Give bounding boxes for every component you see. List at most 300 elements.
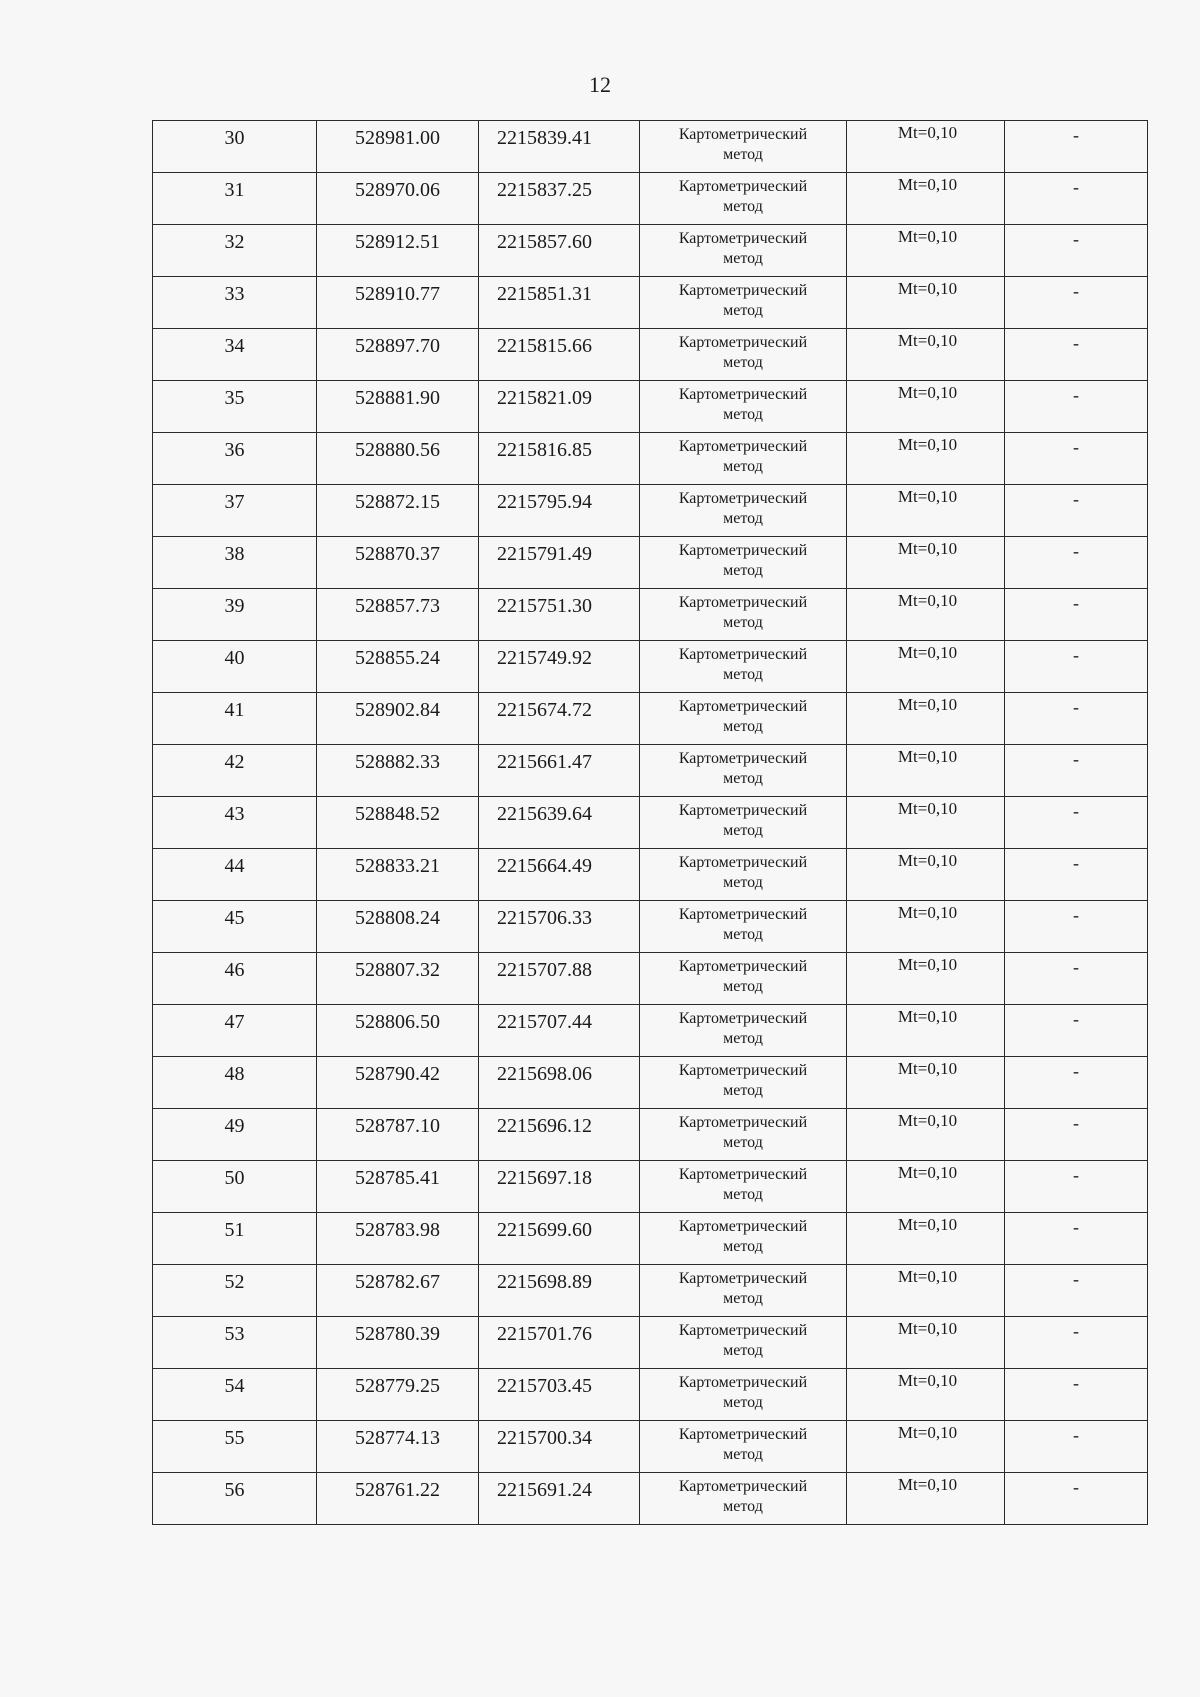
extra-cell [1005, 849, 1148, 901]
extra-cell-text: - [1073, 385, 1079, 405]
y-coordinate-cell-text: 2215795.94 [497, 491, 592, 513]
x-coordinate-cell-text: 528910.77 [355, 283, 440, 305]
method-line-2: метод [723, 406, 763, 423]
point-number-cell-text: 42 [224, 751, 245, 773]
point-number-cell-text: 44 [224, 855, 245, 877]
method-line-1: Картометрический [678, 958, 808, 975]
y-coordinate-cell-text: 2215821.09 [497, 387, 592, 409]
x-coordinate-cell-text: 528790.42 [355, 1063, 440, 1085]
y-coordinate-cell-text: 2215816.85 [497, 439, 592, 461]
method-cell [640, 537, 847, 589]
table-row [153, 1317, 1148, 1369]
x-coordinate-cell [317, 745, 479, 797]
point-number-cell [153, 641, 317, 693]
method-cell [640, 849, 847, 901]
y-coordinate-cell-text: 2215751.30 [497, 595, 592, 617]
table-row [153, 381, 1148, 433]
point-number-cell [153, 1369, 317, 1421]
point-number-cell-text: 51 [224, 1219, 245, 1241]
accuracy-cell-text: Mt=0,10 [897, 227, 958, 246]
point-number-cell [153, 953, 317, 1005]
y-coordinate-cell [479, 1213, 640, 1265]
method-line-1: Картометрический [678, 1426, 808, 1443]
method-line-2: метод [723, 822, 763, 839]
point-number-cell [153, 1421, 317, 1473]
y-coordinate-cell-text: 2215639.64 [497, 803, 592, 825]
x-coordinate-cell [317, 1473, 479, 1525]
method-line-1: Картометрический [678, 1010, 808, 1027]
point-number-cell [153, 433, 317, 485]
y-coordinate-cell-text: 2215706.33 [497, 907, 592, 929]
method-line-1: Картометрический [678, 282, 808, 299]
y-coordinate-cell-text: 2215691.24 [497, 1479, 592, 1501]
table-row [153, 1369, 1148, 1421]
point-number-cell [153, 1213, 317, 1265]
method-line-2: метод [723, 718, 763, 735]
accuracy-cell-text: Mt=0,10 [897, 1007, 958, 1026]
x-coordinate-cell [317, 589, 479, 641]
extra-cell [1005, 1109, 1148, 1161]
x-coordinate-cell [317, 1057, 479, 1109]
x-coordinate-cell-text: 528779.25 [355, 1375, 440, 1397]
point-number-cell-text: 53 [224, 1323, 245, 1345]
extra-cell [1005, 901, 1148, 953]
table-row [153, 1057, 1148, 1109]
x-coordinate-cell-text: 528870.37 [355, 543, 440, 565]
y-coordinate-cell [479, 225, 640, 277]
y-coordinate-cell [479, 1161, 640, 1213]
extra-cell-text: - [1073, 333, 1079, 353]
y-coordinate-cell [479, 1369, 640, 1421]
accuracy-cell [847, 1421, 1005, 1473]
extra-cell [1005, 1317, 1148, 1369]
table-row [153, 277, 1148, 329]
method-cell [640, 797, 847, 849]
y-coordinate-cell [479, 797, 640, 849]
point-number-cell-text: 54 [224, 1375, 245, 1397]
method-cell [640, 953, 847, 1005]
accuracy-cell-text: Mt=0,10 [897, 903, 958, 922]
x-coordinate-cell-text: 528787.10 [355, 1115, 440, 1137]
accuracy-cell-text: Mt=0,10 [897, 539, 958, 558]
extra-cell-text: - [1073, 593, 1079, 613]
accuracy-cell [847, 1161, 1005, 1213]
y-coordinate-cell-text: 2215698.06 [497, 1063, 592, 1085]
x-coordinate-cell-text: 528848.52 [355, 803, 440, 825]
extra-cell-text: - [1073, 1321, 1079, 1341]
extra-cell [1005, 641, 1148, 693]
x-coordinate-cell [317, 485, 479, 537]
x-coordinate-cell [317, 277, 479, 329]
table-row [153, 745, 1148, 797]
method-line-1: Картометрический [678, 646, 808, 663]
method-cell [640, 1057, 847, 1109]
x-coordinate-cell-text: 528782.67 [355, 1271, 440, 1293]
point-number-cell [153, 1005, 317, 1057]
method-line-2: метод [723, 1394, 763, 1411]
method-cell [640, 1369, 847, 1421]
x-coordinate-cell [317, 693, 479, 745]
method-line-1: Картометрический [678, 594, 808, 611]
y-coordinate-cell-text: 2215700.34 [497, 1427, 592, 1449]
y-coordinate-cell-text: 2215707.44 [497, 1011, 592, 1033]
extra-cell-text: - [1073, 1477, 1079, 1497]
method-line-2: метод [723, 198, 763, 215]
y-coordinate-cell-text: 2215749.92 [497, 647, 592, 669]
method-line-1: Картометрический [678, 230, 808, 247]
extra-cell [1005, 277, 1148, 329]
x-coordinate-cell-text: 528783.98 [355, 1219, 440, 1241]
accuracy-cell-text: Mt=0,10 [897, 955, 958, 974]
extra-cell-text: - [1073, 697, 1079, 717]
point-number-cell-text: 35 [224, 387, 245, 409]
method-line-1: Картометрический [678, 854, 808, 871]
accuracy-cell-text: Mt=0,10 [897, 643, 958, 662]
method-cell [640, 225, 847, 277]
extra-cell-text: - [1073, 905, 1079, 925]
accuracy-cell [847, 381, 1005, 433]
extra-cell-text: - [1073, 125, 1079, 145]
extra-cell [1005, 1057, 1148, 1109]
accuracy-cell [847, 537, 1005, 589]
point-number-cell-text: 50 [224, 1167, 245, 1189]
x-coordinate-cell-text: 528833.21 [355, 855, 440, 877]
y-coordinate-cell-text: 2215701.76 [497, 1323, 592, 1345]
x-coordinate-cell [317, 1161, 479, 1213]
point-number-cell-text: 48 [224, 1063, 245, 1085]
y-coordinate-cell [479, 1317, 640, 1369]
method-line-2: метод [723, 146, 763, 163]
x-coordinate-cell [317, 1421, 479, 1473]
table-row [153, 849, 1148, 901]
point-number-cell-text: 31 [224, 179, 245, 201]
accuracy-cell-text: Mt=0,10 [897, 695, 958, 714]
point-number-cell [153, 1161, 317, 1213]
extra-cell [1005, 381, 1148, 433]
y-coordinate-cell [479, 953, 640, 1005]
x-coordinate-cell-text: 528912.51 [355, 231, 440, 253]
accuracy-cell [847, 901, 1005, 953]
extra-cell [1005, 485, 1148, 537]
extra-cell [1005, 1161, 1148, 1213]
accuracy-cell-text: Mt=0,10 [897, 1319, 958, 1338]
table-row [153, 693, 1148, 745]
accuracy-cell-text: Mt=0,10 [897, 799, 958, 818]
method-cell [640, 641, 847, 693]
y-coordinate-cell [479, 849, 640, 901]
method-cell [640, 1473, 847, 1525]
y-coordinate-cell-text: 2215837.25 [497, 179, 592, 201]
accuracy-cell [847, 1109, 1005, 1161]
extra-cell [1005, 121, 1148, 173]
accuracy-cell-text: Mt=0,10 [897, 123, 958, 142]
accuracy-cell-text: Mt=0,10 [897, 383, 958, 402]
accuracy-cell-text: Mt=0,10 [897, 1267, 958, 1286]
method-line-2: метод [723, 1238, 763, 1255]
method-line-2: метод [723, 1498, 763, 1515]
accuracy-cell [847, 277, 1005, 329]
table-row [153, 1421, 1148, 1473]
method-line-1: Картометрический [678, 1218, 808, 1235]
x-coordinate-cell-text: 528785.41 [355, 1167, 440, 1189]
x-coordinate-cell-text: 528808.24 [355, 907, 440, 929]
extra-cell-text: - [1073, 437, 1079, 457]
point-number-cell [153, 1473, 317, 1525]
method-cell [640, 1421, 847, 1473]
x-coordinate-cell-text: 528806.50 [355, 1011, 440, 1033]
extra-cell [1005, 537, 1148, 589]
method-cell [640, 121, 847, 173]
accuracy-cell [847, 1057, 1005, 1109]
accuracy-cell-text: Mt=0,10 [897, 331, 958, 350]
method-cell [640, 1109, 847, 1161]
x-coordinate-cell [317, 849, 479, 901]
point-number-cell-text: 37 [224, 491, 245, 513]
x-coordinate-cell-text: 528970.06 [355, 179, 440, 201]
table-row [153, 901, 1148, 953]
accuracy-cell-text: Mt=0,10 [897, 175, 958, 194]
accuracy-cell-text: Mt=0,10 [897, 435, 958, 454]
extra-cell-text: - [1073, 645, 1079, 665]
accuracy-cell [847, 1317, 1005, 1369]
table-row [153, 589, 1148, 641]
point-number-cell [153, 329, 317, 381]
table-row [153, 641, 1148, 693]
method-line-2: метод [723, 250, 763, 267]
accuracy-cell-text: Mt=0,10 [897, 279, 958, 298]
x-coordinate-cell [317, 901, 479, 953]
accuracy-cell-text: Mt=0,10 [897, 1475, 958, 1494]
method-cell [640, 381, 847, 433]
point-number-cell-text: 43 [224, 803, 245, 825]
point-number-cell [153, 277, 317, 329]
extra-cell [1005, 1421, 1148, 1473]
accuracy-cell-text: Mt=0,10 [897, 1423, 958, 1442]
y-coordinate-cell-text: 2215661.47 [497, 751, 592, 773]
y-coordinate-cell-text: 2215698.89 [497, 1271, 592, 1293]
y-coordinate-cell [479, 173, 640, 225]
x-coordinate-cell [317, 121, 479, 173]
page-number: 12 [589, 72, 611, 97]
method-line-2: метод [723, 1446, 763, 1463]
method-cell [640, 1213, 847, 1265]
extra-cell-text: - [1073, 1425, 1079, 1445]
method-line-1: Картометрический [678, 1478, 808, 1495]
method-line-2: метод [723, 874, 763, 891]
method-line-2: метод [723, 1342, 763, 1359]
y-coordinate-cell [479, 1265, 640, 1317]
point-number-cell [153, 797, 317, 849]
x-coordinate-cell-text: 528882.33 [355, 751, 440, 773]
accuracy-cell [847, 121, 1005, 173]
x-coordinate-cell-text: 528897.70 [355, 335, 440, 357]
y-coordinate-cell-text: 2215707.88 [497, 959, 592, 981]
y-coordinate-cell [479, 1109, 640, 1161]
y-coordinate-cell [479, 693, 640, 745]
table-row [153, 1213, 1148, 1265]
y-coordinate-cell [479, 1421, 640, 1473]
extra-cell [1005, 173, 1148, 225]
method-line-1: Картометрический [678, 1166, 808, 1183]
extra-cell [1005, 1369, 1148, 1421]
x-coordinate-cell-text: 528872.15 [355, 491, 440, 513]
method-line-1: Картометрический [678, 906, 808, 923]
method-line-1: Картометрический [678, 698, 808, 715]
y-coordinate-cell [479, 901, 640, 953]
x-coordinate-cell-text: 528855.24 [355, 647, 440, 669]
accuracy-cell-text: Mt=0,10 [897, 1111, 958, 1130]
method-line-2: метод [723, 510, 763, 527]
method-line-2: метод [723, 614, 763, 631]
method-line-2: метод [723, 666, 763, 683]
accuracy-cell-text: Mt=0,10 [897, 851, 958, 870]
x-coordinate-cell [317, 381, 479, 433]
x-coordinate-cell-text: 528880.56 [355, 439, 440, 461]
method-cell [640, 277, 847, 329]
x-coordinate-cell [317, 225, 479, 277]
table-row [153, 121, 1148, 173]
point-number-cell-text: 39 [224, 595, 245, 617]
method-line-2: метод [723, 926, 763, 943]
point-number-cell [153, 381, 317, 433]
extra-cell-text: - [1073, 749, 1079, 769]
extra-cell [1005, 1213, 1148, 1265]
accuracy-cell [847, 1213, 1005, 1265]
x-coordinate-cell [317, 641, 479, 693]
x-coordinate-cell [317, 1213, 479, 1265]
extra-cell [1005, 329, 1148, 381]
y-coordinate-cell [479, 745, 640, 797]
x-coordinate-cell [317, 1005, 479, 1057]
y-coordinate-cell [479, 641, 640, 693]
point-number-cell-text: 40 [224, 647, 245, 669]
point-number-cell [153, 225, 317, 277]
method-cell [640, 901, 847, 953]
method-line-2: метод [723, 562, 763, 579]
point-number-cell-text: 41 [224, 699, 245, 721]
y-coordinate-cell-text: 2215857.60 [497, 231, 592, 253]
table-row [153, 1161, 1148, 1213]
accuracy-cell [847, 745, 1005, 797]
extra-cell [1005, 433, 1148, 485]
method-line-2: метод [723, 1186, 763, 1203]
accuracy-cell [847, 173, 1005, 225]
extra-cell [1005, 225, 1148, 277]
y-coordinate-cell [479, 589, 640, 641]
y-coordinate-cell-text: 2215674.72 [497, 699, 592, 721]
accuracy-cell [847, 1473, 1005, 1525]
table-row [153, 1005, 1148, 1057]
method-line-2: метод [723, 354, 763, 371]
y-coordinate-cell [479, 121, 640, 173]
extra-cell-text: - [1073, 853, 1079, 873]
point-number-cell-text: 55 [224, 1427, 245, 1449]
x-coordinate-cell-text: 528857.73 [355, 595, 440, 617]
point-number-cell [153, 1265, 317, 1317]
method-cell [640, 485, 847, 537]
method-line-1: Картометрический [678, 1114, 808, 1131]
extra-cell [1005, 1265, 1148, 1317]
method-line-2: метод [723, 1134, 763, 1151]
point-number-cell [153, 1057, 317, 1109]
method-cell [640, 1005, 847, 1057]
extra-cell-text: - [1073, 1165, 1079, 1185]
table-row [153, 1265, 1148, 1317]
accuracy-cell [847, 797, 1005, 849]
extra-cell-text: - [1073, 281, 1079, 301]
method-line-1: Картометрический [678, 1322, 808, 1339]
method-line-1: Картометрический [678, 1062, 808, 1079]
method-line-1: Картометрический [678, 750, 808, 767]
x-coordinate-cell [317, 953, 479, 1005]
y-coordinate-cell-text: 2215699.60 [497, 1219, 592, 1241]
extra-cell-text: - [1073, 1113, 1079, 1133]
extra-cell-text: - [1073, 1217, 1079, 1237]
point-number-cell [153, 485, 317, 537]
method-line-1: Картометрический [678, 126, 808, 143]
accuracy-cell [847, 485, 1005, 537]
point-number-cell [153, 173, 317, 225]
point-number-cell-text: 30 [224, 127, 245, 149]
point-number-cell [153, 693, 317, 745]
y-coordinate-cell [479, 433, 640, 485]
method-line-2: метод [723, 1030, 763, 1047]
y-coordinate-cell [479, 329, 640, 381]
point-number-cell [153, 849, 317, 901]
coordinates-table [152, 120, 1148, 1525]
extra-cell-text: - [1073, 541, 1079, 561]
table-row [153, 537, 1148, 589]
y-coordinate-cell-text: 2215664.49 [497, 855, 592, 877]
point-number-cell-text: 49 [224, 1115, 245, 1137]
y-coordinate-cell [479, 485, 640, 537]
extra-cell-text: - [1073, 489, 1079, 509]
x-coordinate-cell-text: 528780.39 [355, 1323, 440, 1345]
y-coordinate-cell-text: 2215851.31 [497, 283, 592, 305]
extra-cell-text: - [1073, 229, 1079, 249]
method-cell [640, 1317, 847, 1369]
accuracy-cell-text: Mt=0,10 [897, 1215, 958, 1234]
point-number-cell [153, 589, 317, 641]
point-number-cell-text: 32 [224, 231, 245, 253]
point-number-cell [153, 537, 317, 589]
x-coordinate-cell [317, 433, 479, 485]
extra-cell-text: - [1073, 177, 1079, 197]
accuracy-cell-text: Mt=0,10 [897, 1059, 958, 1078]
method-line-1: Картометрический [678, 178, 808, 195]
table-row [153, 329, 1148, 381]
x-coordinate-cell [317, 537, 479, 589]
coordinates-table-body [153, 121, 1148, 1525]
method-cell [640, 329, 847, 381]
method-line-1: Картометрический [678, 438, 808, 455]
y-coordinate-cell-text: 2215815.66 [497, 335, 592, 357]
x-coordinate-cell-text: 528902.84 [355, 699, 440, 721]
extra-cell-text: - [1073, 1009, 1079, 1029]
method-line-2: метод [723, 302, 763, 319]
table-row [153, 433, 1148, 485]
method-line-1: Картометрический [678, 802, 808, 819]
point-number-cell-text: 34 [224, 335, 245, 357]
accuracy-cell-text: Mt=0,10 [897, 1371, 958, 1390]
method-line-1: Картометрический [678, 386, 808, 403]
extra-cell [1005, 797, 1148, 849]
x-coordinate-cell-text: 528774.13 [355, 1427, 440, 1449]
y-coordinate-cell-text: 2215696.12 [497, 1115, 592, 1137]
extra-cell [1005, 693, 1148, 745]
y-coordinate-cell [479, 277, 640, 329]
method-cell [640, 173, 847, 225]
